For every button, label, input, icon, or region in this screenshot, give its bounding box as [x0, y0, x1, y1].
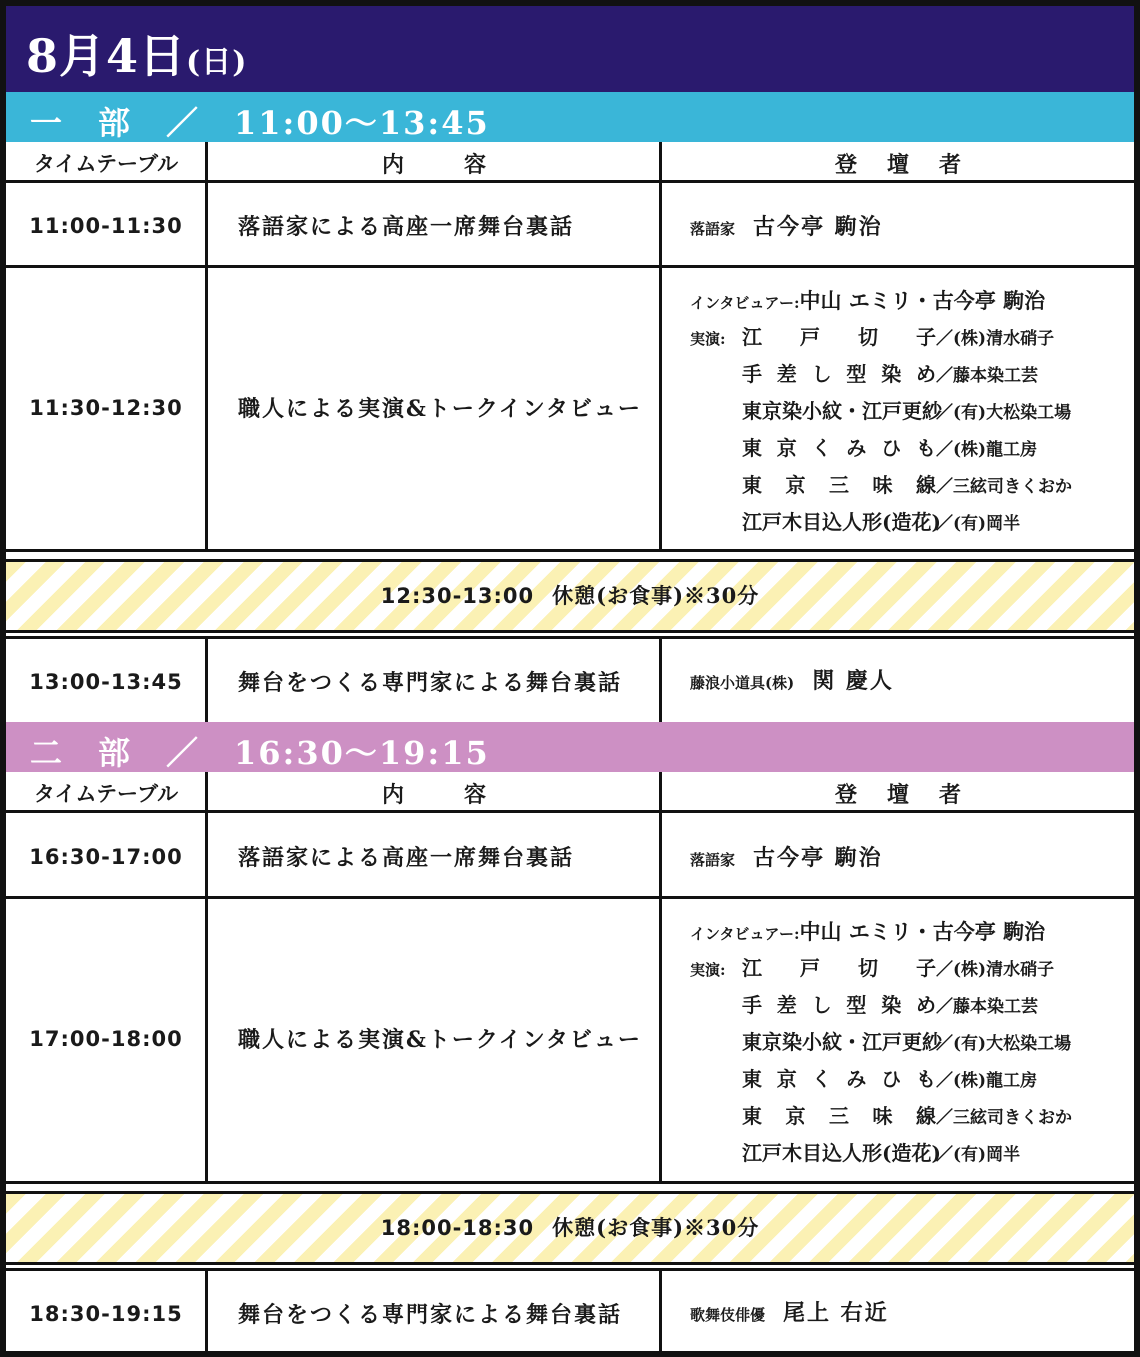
part2-divider-2	[659, 772, 662, 1184]
header-performer: 登壇者	[834, 153, 991, 178]
interviewer-name: 中山 エミリ・古今亭 駒治	[799, 288, 1046, 313]
craft-name: 手差し型染め	[742, 362, 936, 386]
part1-divider-2	[659, 142, 662, 552]
craft-name: 江戸木目込人形(造花)	[742, 1141, 941, 1165]
performer-prefix: 歌舞伎俳優	[690, 1306, 766, 1324]
break-banner	[6, 559, 1134, 633]
performer-prefix: 落語家	[690, 220, 736, 238]
craft-performer-list	[690, 282, 1072, 541]
list-item	[690, 1024, 1072, 1061]
break-time: 12:30-13:00	[380, 584, 535, 608]
interviewer-prefix: インタビュアー:	[690, 925, 800, 943]
craft-org: ／三絃司きくおか	[936, 1108, 1072, 1128]
break-banner	[6, 1191, 1134, 1265]
list-item	[690, 393, 1072, 430]
interviewer-line	[690, 913, 1072, 950]
interviewer-line	[690, 282, 1072, 319]
craft-org: ／(株)龍工房	[936, 440, 1038, 460]
header-content: 内容	[381, 153, 546, 178]
list-item	[690, 1061, 1072, 1098]
craft-name: 東京くみひも	[742, 1067, 936, 1091]
craft-name: 東京くみひも	[742, 436, 936, 460]
list-item	[690, 504, 1072, 541]
craft-performer-list	[690, 913, 1072, 1172]
demo-prefix: 実演:	[690, 961, 726, 979]
list-item	[690, 1135, 1072, 1172]
date-title	[26, 20, 247, 86]
craft-org: ／三絃司きくおか	[936, 477, 1072, 497]
interviewer-prefix: インタビュアー:	[690, 294, 800, 312]
list-item	[690, 319, 1072, 356]
craft-org: ／(株)龍工房	[936, 1071, 1038, 1091]
table-row-time: 11:00-11:30	[29, 214, 183, 238]
part1-table-header	[6, 142, 1134, 183]
craft-org: ／藤本染工芸	[936, 997, 1038, 1017]
list-item	[690, 950, 1072, 987]
performer-prefix: 藤浪小道具(株)	[690, 674, 795, 692]
header-time: タイムテーブル	[33, 782, 179, 806]
craft-org: ／(有)大松染工場	[936, 403, 1072, 423]
craft-org: ／(有)岡半	[936, 514, 1021, 534]
interviewer-name: 中山 エミリ・古今亭 駒治	[799, 919, 1046, 944]
craft-name: 手差し型染め	[742, 993, 936, 1017]
craft-org: ／藤本染工芸	[936, 366, 1038, 386]
part2-divider-4	[659, 1268, 662, 1351]
table-row-content: 職人による実演&トークインタビュー	[238, 396, 642, 422]
table-row-content: 落語家による高座一席舞台裏話	[238, 845, 575, 871]
table-row-time: 13:00-13:45	[29, 670, 183, 694]
break-text	[6, 1212, 1134, 1242]
break-text	[6, 580, 1134, 610]
part1-divider-1	[205, 142, 208, 552]
part2-title: 二 部 ／ 16:30〜19:15	[30, 734, 490, 772]
table-row-time: 11:30-12:30	[29, 396, 183, 420]
craft-org: ／(株)清水硝子	[936, 329, 1055, 349]
break-time: 18:00-18:30	[380, 1216, 535, 1240]
table-row-content: 落語家による高座一席舞台裏話	[238, 214, 575, 240]
craft-name: 江戸木目込人形(造花)	[742, 510, 941, 534]
performer-name: 古今亭 駒治	[753, 845, 883, 871]
part1-title: 一 部 ／ 11:00〜13:45	[30, 104, 490, 142]
part2-bar	[6, 722, 1134, 772]
schedule-sheet	[6, 6, 1134, 1351]
craft-name: 東京三味線	[742, 473, 936, 497]
table-row-content: 舞台をつくる専門家による舞台裏話	[238, 1302, 623, 1328]
part1-divider-4	[659, 636, 662, 722]
performer-prefix: 落語家	[690, 851, 736, 869]
list-item	[690, 987, 1072, 1024]
part1-row-divider-3	[6, 636, 1134, 639]
part1-row-divider-1	[6, 265, 1134, 268]
performer-name: 古今亭 駒治	[753, 214, 883, 240]
header-performer: 登壇者	[834, 783, 991, 808]
table-row-performer	[690, 841, 883, 872]
craft-name: 東京三味線	[742, 1104, 936, 1128]
break-label: 休憩(お食事)※30分	[552, 1215, 760, 1240]
part2-row-divider-2	[6, 1181, 1134, 1184]
part2-row-divider-3	[6, 1268, 1134, 1271]
break-label: 休憩(お食事)※30分	[552, 583, 760, 608]
craft-name: 東京染小紋・江戸更紗	[742, 399, 942, 423]
date-main: 8月4日	[26, 29, 187, 83]
list-item	[690, 467, 1072, 504]
demo-prefix: 実演:	[690, 330, 726, 348]
table-row-time: 17:00-18:00	[29, 1027, 183, 1051]
list-item	[690, 430, 1072, 467]
header-time: タイムテーブル	[33, 152, 179, 176]
performer-name: 関 慶人	[812, 668, 894, 694]
part1-bar	[6, 92, 1134, 142]
table-row-content: 職人による実演&トークインタビュー	[238, 1027, 642, 1053]
part1-row-divider-2	[6, 549, 1134, 552]
list-item	[690, 356, 1072, 393]
craft-org: ／(有)大松染工場	[936, 1034, 1072, 1054]
table-row-performer	[690, 210, 883, 241]
craft-org: ／(株)清水硝子	[936, 960, 1055, 980]
table-row-time: 18:30-19:15	[29, 1302, 183, 1326]
date-weekday: (日)	[186, 45, 248, 80]
part2-row-divider-1	[6, 896, 1134, 899]
craft-name: 東京染小紋・江戸更紗	[742, 1030, 942, 1054]
craft-name: 江戸切子	[742, 325, 936, 349]
performer-name: 尾上 右近	[783, 1300, 889, 1326]
list-item	[690, 1098, 1072, 1135]
craft-name: 江戸切子	[742, 956, 936, 980]
table-row-time: 16:30-17:00	[29, 845, 183, 869]
table-row-performer	[690, 1296, 889, 1327]
table-row-performer	[690, 664, 894, 695]
part2-divider-1	[205, 772, 208, 1184]
part2-table-header	[6, 772, 1134, 813]
table-row-content: 舞台をつくる専門家による舞台裏話	[238, 670, 623, 696]
date-bar	[6, 6, 1134, 92]
header-content: 内容	[381, 783, 546, 808]
craft-org: ／(有)岡半	[936, 1145, 1021, 1165]
